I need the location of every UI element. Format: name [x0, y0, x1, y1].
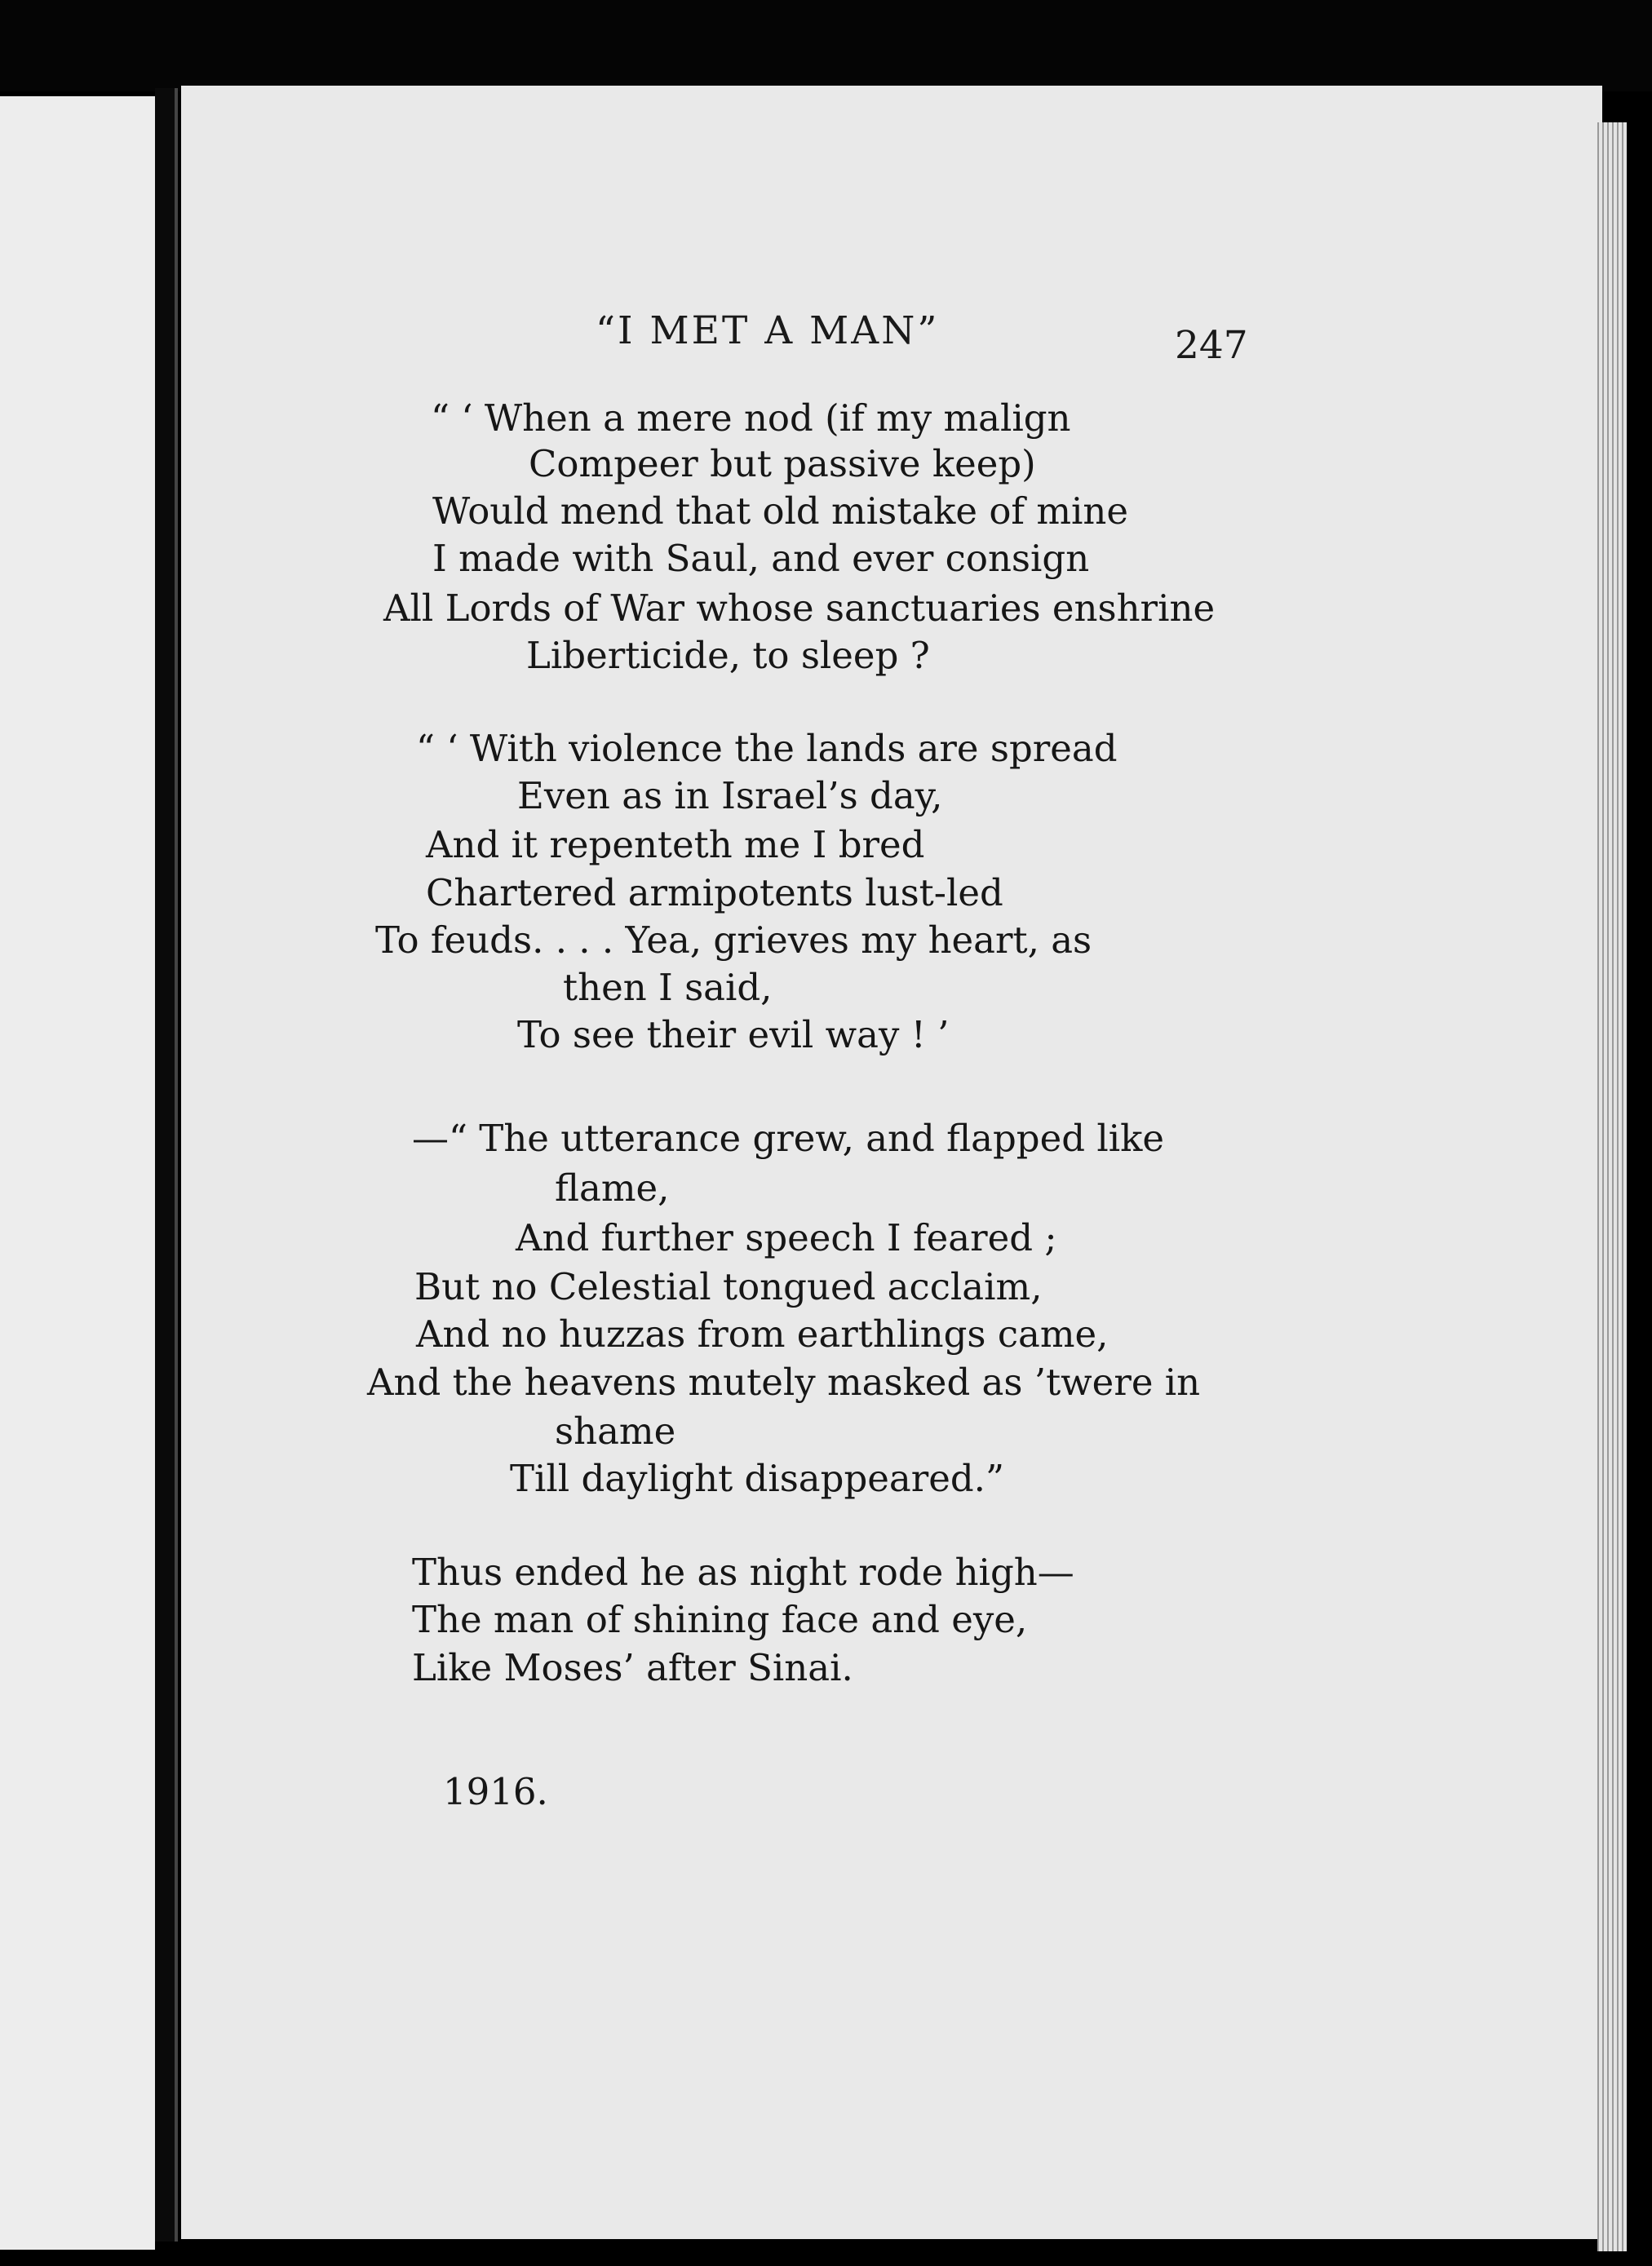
- poem-line: —“ The utterance grew, and flapped like: [412, 1117, 1165, 1160]
- poem-line: All Lords of War whose sanctuaries enshrine: [383, 586, 1216, 630]
- poem-line: To feuds. . . . Yea, grieves my heart, as: [375, 918, 1092, 962]
- poem-line: flame,: [555, 1166, 670, 1210]
- poem-line: Like Moses’ after Sinai.: [412, 1646, 853, 1689]
- poem-line: Chartered armipotents lust-led: [426, 871, 1003, 914]
- poem-date: 1916.: [443, 1770, 548, 1813]
- left-page-edge: [0, 96, 155, 2250]
- scan-top-border: [0, 0, 1652, 91]
- book-spine: [155, 88, 178, 2242]
- poem-line: “ ‘ When a mere nod (if my malign: [431, 396, 1071, 440]
- poem-line: “ ‘ With violence the lands are spread: [416, 727, 1118, 770]
- poem-line: To see their evil way ! ’: [517, 1013, 950, 1056]
- poem-line: But no Celestial tongued acclaim,: [414, 1265, 1043, 1308]
- page-number: 247: [1175, 323, 1248, 368]
- poem-line: Thus ended he as night rode high—: [412, 1551, 1074, 1594]
- poem-line: Compeer but passive keep): [529, 442, 1036, 485]
- poem-line: And the heavens mutely masked as ’twere in: [367, 1361, 1201, 1404]
- poem-line: Would mend that old mistake of mine: [432, 489, 1129, 533]
- poem-line: And further speech I feared ;: [516, 1216, 1057, 1259]
- page-fore-edge: [1597, 122, 1627, 2251]
- running-title: “I MET A MAN”: [596, 308, 940, 353]
- poem-line: Till daylight disappeared.”: [510, 1457, 1004, 1500]
- poem-line: And no huzzas from earthlings came,: [416, 1312, 1109, 1356]
- poem-line: Liberticide, to sleep ?: [526, 634, 930, 677]
- poem-line: shame: [555, 1410, 676, 1453]
- poem-line: Even as in Israel’s day,: [517, 774, 943, 817]
- poem-line: The man of shining face and eye,: [412, 1598, 1028, 1641]
- poem-line: then I said,: [563, 966, 773, 1009]
- poem-line: I made with Saul, and ever consign: [432, 537, 1090, 580]
- poem-line: And it repenteth me I bred: [426, 823, 925, 866]
